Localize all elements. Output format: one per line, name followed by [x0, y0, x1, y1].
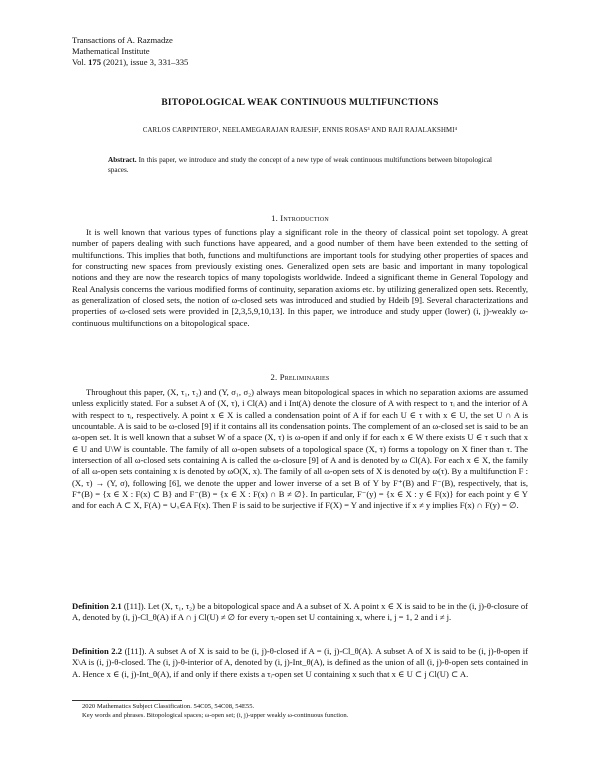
journal-name: Transactions of A. Razmadze: [72, 35, 173, 45]
footnote-keywords: Key words and phrases. Bitopological spaces; ω-open set; (i, j)-upper weakly ω-continuous function.: [82, 711, 349, 719]
footnote-divider: [72, 700, 182, 701]
paper-title: BITOPOLOGICAL WEAK CONTINUOUS MULTIFUNCTIONS: [161, 98, 439, 108]
section-heading-preliminaries: 2. Preliminaries: [270, 372, 330, 382]
abstract-text: In this paper, we introduce and study the concept of a new type of weak continuous multifunctions between bitopological spaces.: [108, 156, 493, 174]
abstract-label: Abstract.: [108, 156, 137, 164]
volume-line: [72, 57, 188, 68]
introduction-text: It is well known that various types of functions play a significant role in the theory of classical point set topology. A great number of papers dealing with such functions have appeared, and a good number of them have been extended to the setting of multifunctions. This implies that both, functions and multifunctions are important tools for studying other properties of spaces and for constructing new spaces from previously existing ones. Generalized open sets are basic and important in many topological notions and they are now the research topics of many topologists worldwide. Indeed a significant theme in General Topology and Real Analysis concerns the various modified forms of continuity, separation axioms etc. by utilizing generalized open sets. Recently, as generalization of closed sets, the notion of ω-closed sets was introduced and studied by Hdeib [9]. Several characterizations and properties of ω-closed sets were provided in [2,3,5,9,10,13]. In this paper, we introduce and study upper (lower) (i, j)-weakly ω-continuous multifunctions on a bitopological space.: [72, 227, 528, 328]
preliminaries-text: Throughout this paper, (X, τ₁, τ₂) and (Y, σ₁, σ₂) always mean bitopological spaces in which no separation axioms are assumed unless explicitly stated. For a subset A of (X, τ), i Cl(A) and i Int(A) denote the closure of A with respect to τᵢ and the interior of A with respect to τᵢ, respectively. A point x ∈ X is called a condensation point of A if for each U ∈ τ with x ∈ U, the set U ∩ A is uncountable. A is said to be ω-closed [9] if it contains all its condensation points. The complement of an ω-closed set is said to be an ω-open set. It is well known that a subset W of a space (X, τ) is ω-open if and only if for each x ∈ W there exists U ∈ τ such that x ∈ U and U\W is countable. The family of all ω-open subsets of a topological space (X, τ) forms a topology on X finer than τ. The intersection of all ω-closed sets containing A is called the ω-closure [9] of A and is denoted by ω Cl(A). For each x ∈ X, the family of all ω-open sets containing x is denoted by ωO(X, x). The family of all ω-open sets of X is denoted by ω(τ). By a multifunction F : (X, τ) → (Y, σ), following [6], we denote the upper and lower inverse of a set B of Y by F⁺(B) and F⁻(B), respectively, that is, F⁺(B) = {x ∈ X : F(x) ⊂ B} and F⁻(B) = {x ∈ X : F(x) ∩ B ≠ ∅}. In particular, F⁻(y) = {x ∈ X : y ∈ F(x)} for each point y ∈ Y and for each A ⊂ X, F(A) = ∪ₓ∈A F(x). Then F is said to be surjective if F(X) = Y and injective if x ≠ y implies F(x) ∩ F(y) = ∅.: [72, 387, 528, 511]
section-heading-introduction: 1. Introduction: [271, 213, 329, 223]
footnote-classification: 2020 Mathematics Subject Classification. 54C05, 54C08, 54E55.: [82, 703, 255, 710]
introduction-paragraph: [72, 227, 528, 329]
preliminaries-paragraph: [72, 387, 528, 512]
abstract: [108, 155, 492, 175]
footnotes: [72, 703, 528, 721]
definition-2-2: [72, 646, 528, 680]
journal-masthead: [72, 35, 188, 69]
definition-text: ([11]). Let (X, τ₁, τ₂) be a bitopological space and A a subset of X. A point x ∈ X is said to be in the (i, j)-θ-closure of A, denoted by (i, j)-Cl_θ(A) if A ∩ j Cl(U) ≠ ∅ for every τᵢ-open set U containing x, where i, j = 1, 2 and i ≠ j.: [72, 601, 528, 623]
volume-prefix: Vol.: [72, 57, 86, 68]
definition-text: ([11]). A subset A of X is said to be (i, j)-θ-closed if A = (i, j)-Cl_θ(A). A subset A of X is said to be (i, j)-θ-open if X\A is (i, j)-θ-closed. The (i, j)-θ-interior of A, denoted by (i, j)-Int_θ(A), is defined as the union of all (i, j)-θ-open sets contained in A. Hence x ∈ (i, j)-Int_θ(A), if and only if there exists a τᵢ-open set U containing x such that x ∈ U ⊂ j Cl(U) ⊂ A.: [72, 646, 529, 679]
author-list: CARLOS CARPINTERO¹, NEELAMEGARAJAN RAJESH², ENNIS ROSAS³ AND RAJI RAJALAKSHMI⁴: [142, 127, 458, 134]
volume-number: 175: [88, 57, 101, 68]
volume-issue-pages: (2021), issue 3, 331–335: [103, 57, 189, 68]
institute-name: Mathematical Institute: [72, 46, 150, 57]
definition-2-1: [72, 601, 528, 624]
definition-label: Definition 2.1: [72, 601, 122, 611]
definition-label: Definition 2.2: [72, 646, 123, 656]
